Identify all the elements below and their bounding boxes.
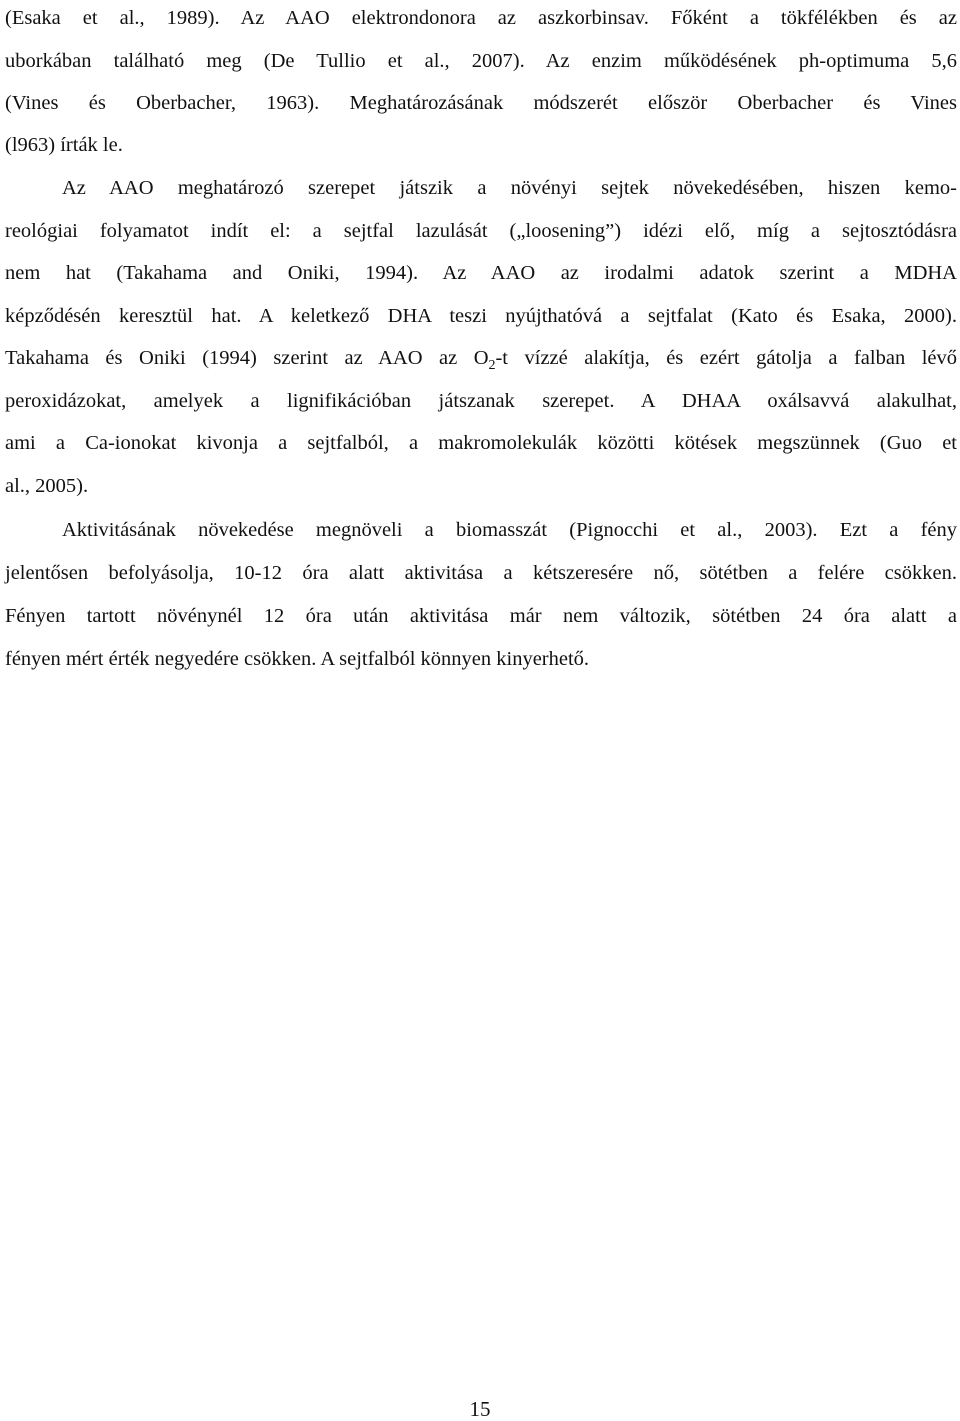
text-line: Aktivitásának növekedése megnöveli a biomasszát (Pignocchi et al., 2003). Ezt a fény [62,519,957,541]
text-line: fényen mért érték negyedére csökken. A sejtfalból könnyen kinyerhető. [5,648,590,670]
text-line: reológiai folyamatot indít el: a sejtfal lazulását („loosening”) idézi elő, míg a sejtosztódásra [5,220,957,242]
text-fragment: -t vízzé alakítja, és ezért gátolja a falban lévő [495,347,957,369]
text-line-with-subscript [5,346,957,374]
subscript: 2 [488,358,496,374]
text-line: peroxidázokat, amelyek a lignifikációban játszanak szerepet. A DHAA oxálsavvá alakulhat, [5,390,957,412]
text-line: Fényen tartott növénynél 12 óra után aktivitása már nem változik, sötétben 24 óra alatt a [5,605,957,627]
text-line: (l963) írták le. [5,134,123,156]
text-line: (Vines és Oberbacher, 1963). Meghatározásának módszerét először Oberbacher és Vines [5,92,957,114]
text-line: jelentősen befolyásolja, 10-12 óra alatt aktivitása a kétszeresére nő, sötétben a felére csökken. [5,562,957,584]
page-number: 15 [469,1397,491,1421]
text-line: al., 2005). [5,475,89,497]
text-line: (Esaka et al., 1989). Az AAO elektrondonora az aszkorbinsav. Főként a tökfélékben és az [5,7,957,29]
text-line: Az AAO meghatározó szerepet játszik a növényi sejtek növekedésében, hiszen kemo- [62,177,957,199]
text-line: uborkában található meg (De Tullio et al., 2007). Az enzim működésének ph-optimuma 5,6 [5,50,957,72]
text-line: ami a Ca-ionokat kivonja a sejtfalból, a makromolekulák közötti kötések megszünnek (Guo et [5,432,957,454]
text-fragment: Takahama és Oniki (1994) szerint az AAO az O [5,347,489,369]
text-line: nem hat (Takahama and Oniki, 1994). Az AAO az irodalmi adatok szerint a MDHA [5,262,957,284]
text-line: képződésén keresztül hat. A keletkező DHA teszi nyújthatóvá a sejtfalat (Kato és Esaka, 2000). [5,305,957,327]
